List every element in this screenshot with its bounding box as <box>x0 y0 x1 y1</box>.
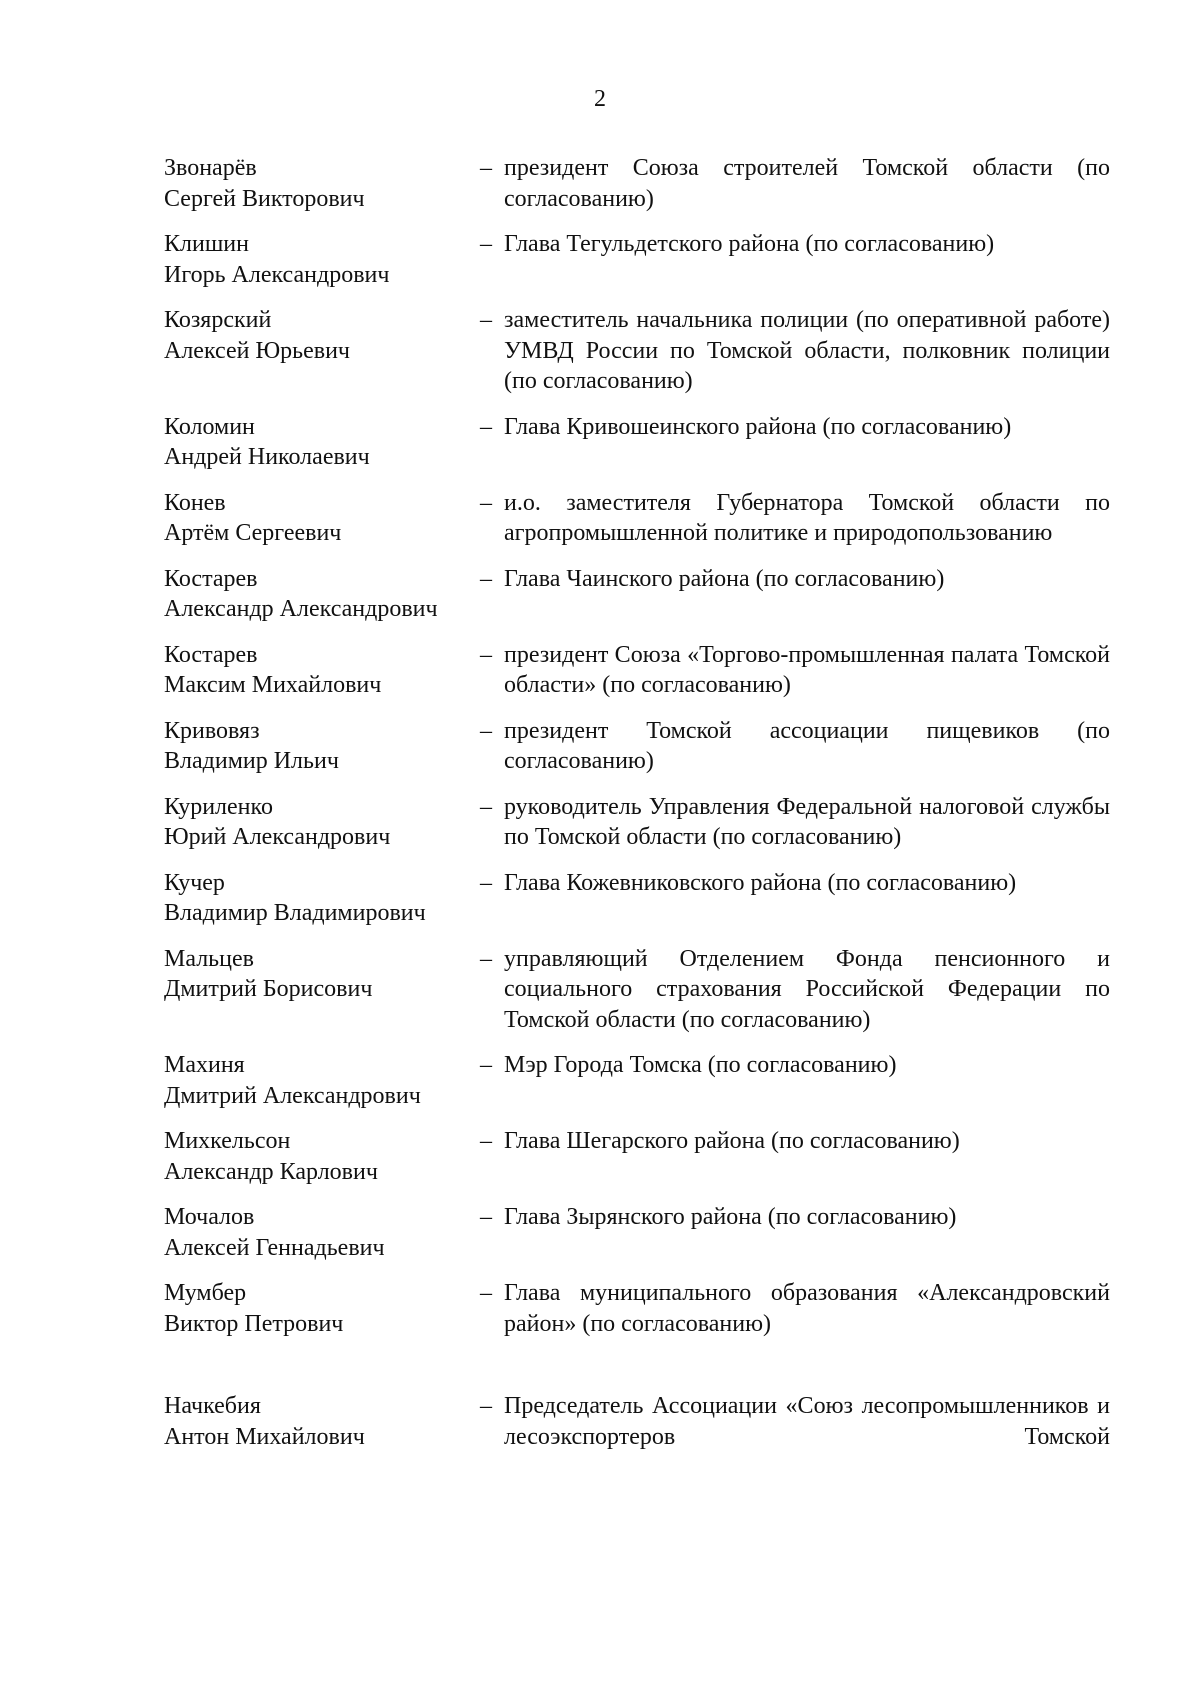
member-row <box>164 868 1110 929</box>
member-given-names: Алексей Геннадьевич <box>164 1234 385 1261</box>
member-given-names: Александр Александрович <box>164 596 438 622</box>
member-given-names: Владимир Владимирович <box>164 900 426 926</box>
member-name <box>164 412 480 473</box>
member-surname: Звонарёв <box>164 155 257 181</box>
member-name <box>164 229 480 290</box>
member-row <box>164 564 1110 625</box>
member-name <box>164 792 480 853</box>
dash-separator: – <box>480 717 492 744</box>
member-name <box>164 488 480 549</box>
dash-separator: – <box>480 869 492 896</box>
member-role: Председатель Ассоциации «Союз лесопромышленников и лесоэкспортеров Томской <box>504 1393 1110 1450</box>
member-name <box>164 640 480 701</box>
member-given-names: Дмитрий Александрович <box>164 1082 421 1109</box>
member-row <box>164 1050 1110 1111</box>
member-name <box>164 868 480 929</box>
member-surname: Михкельсон <box>164 1128 291 1154</box>
dash-separator: – <box>480 1204 492 1230</box>
member-row <box>164 1202 1110 1263</box>
member-given-names: Игорь Александрович <box>164 261 390 288</box>
dash-separator: – <box>480 565 492 592</box>
dash-separator: – <box>480 1052 492 1078</box>
page-number: 2 <box>594 86 606 112</box>
member-row <box>164 488 1110 549</box>
member-surname: Мочалов <box>164 1204 255 1230</box>
member-role: Глава Шегарского района (по согласованию) <box>504 1128 960 1154</box>
member-name <box>164 153 480 214</box>
member-given-names: Дмитрий Борисович <box>164 976 373 1002</box>
dash-separator: – <box>480 1128 492 1154</box>
member-role: руководитель Управления Федеральной налоговой службы по Томской области (по согласованию) <box>504 793 1110 850</box>
member-surname: Начкебия <box>164 1393 261 1419</box>
member-surname: Коломин <box>164 413 255 440</box>
member-row <box>164 229 1110 290</box>
member-given-names: Юрий Александрович <box>164 824 391 850</box>
member-role: Глава Зырянского района (по согласованию) <box>504 1204 957 1230</box>
member-surname: Козярский <box>164 307 272 333</box>
member-role: и.о. заместителя Губернатора Томской области по агропромышленной политике и природопользованию <box>504 489 1110 546</box>
member-role: заместитель начальника полиции (по оперативной работе) УМВД России по Томской области, полковник полиции (по согласованию) <box>504 307 1110 394</box>
member-given-names: Виктор Петрович <box>164 1310 344 1337</box>
dash-separator: – <box>480 231 492 257</box>
dash-separator: – <box>480 945 492 972</box>
member-given-names: Владимир Ильич <box>164 748 339 774</box>
member-name <box>164 1126 480 1187</box>
member-surname: Мальцев <box>164 945 254 972</box>
member-row <box>164 1278 1110 1339</box>
dash-separator: – <box>480 1393 492 1419</box>
dash-separator: – <box>480 793 492 820</box>
member-role: Глава муниципального образования «Александровский район» (по согласованию) <box>504 1280 1110 1337</box>
member-name <box>164 1391 480 1452</box>
member-role: президент Томской ассоциации пищевиков (по согласованию) <box>504 717 1110 774</box>
member-role: Глава Чаинского района (по согласованию) <box>504 565 945 592</box>
member-name <box>164 716 480 777</box>
member-surname: Махиня <box>164 1052 245 1078</box>
member-row <box>164 305 1110 397</box>
member-row <box>164 1126 1110 1187</box>
member-list <box>164 153 1110 1452</box>
member-row <box>164 716 1110 777</box>
member-given-names: Алексей Юрьевич <box>164 337 350 364</box>
member-name <box>164 305 480 366</box>
member-role: Глава Тегульдетского района (по согласованию) <box>504 231 995 257</box>
member-role: управляющий Отделением Фонда пенсионного и социального страхования Российской Федерации по Томской области (по согласованию) <box>504 945 1110 1033</box>
member-given-names: Максим Михайлович <box>164 672 382 698</box>
member-given-names: Сергей Викторович <box>164 185 365 212</box>
member-name <box>164 1202 480 1263</box>
member-role: президент Союза строителей Томской области (по согласованию) <box>504 155 1110 212</box>
member-surname: Костарев <box>164 641 258 668</box>
member-row <box>164 792 1110 853</box>
member-given-names: Андрей Николаевич <box>164 444 370 470</box>
member-role: Мэр Города Томска (по согласованию) <box>504 1052 897 1078</box>
member-name <box>164 1050 480 1111</box>
member-role: Глава Кривошеинского района (по согласованию) <box>504 413 1012 440</box>
member-name <box>164 944 480 1005</box>
member-given-names: Артём Сергеевич <box>164 520 342 546</box>
member-role: президент Союза «Торгово-промышленная палата Томской области» (по согласованию) <box>504 641 1110 698</box>
member-row <box>164 412 1110 473</box>
member-name <box>164 564 480 625</box>
dash-separator: – <box>480 307 492 333</box>
member-surname: Куриленко <box>164 793 273 820</box>
member-surname: Клишин <box>164 231 249 257</box>
member-row <box>164 153 1110 214</box>
dash-separator: – <box>480 489 492 516</box>
member-surname: Кучер <box>164 869 225 896</box>
member-given-names: Александр Карлович <box>164 1158 378 1185</box>
member-surname: Кривовяз <box>164 717 260 744</box>
member-row <box>164 640 1110 701</box>
member-row <box>164 944 1110 1036</box>
dash-separator: – <box>480 413 492 440</box>
dash-separator: – <box>480 641 492 668</box>
member-given-names: Антон Михайлович <box>164 1423 365 1450</box>
dash-separator: – <box>480 155 492 181</box>
member-name <box>164 1278 480 1339</box>
dash-separator: – <box>480 1280 492 1306</box>
member-surname: Конев <box>164 489 226 516</box>
member-row <box>164 1391 1110 1452</box>
member-surname: Костарев <box>164 565 258 592</box>
member-surname: Мумбер <box>164 1280 247 1306</box>
member-role: Глава Кожевниковского района (по согласованию) <box>504 869 1017 896</box>
